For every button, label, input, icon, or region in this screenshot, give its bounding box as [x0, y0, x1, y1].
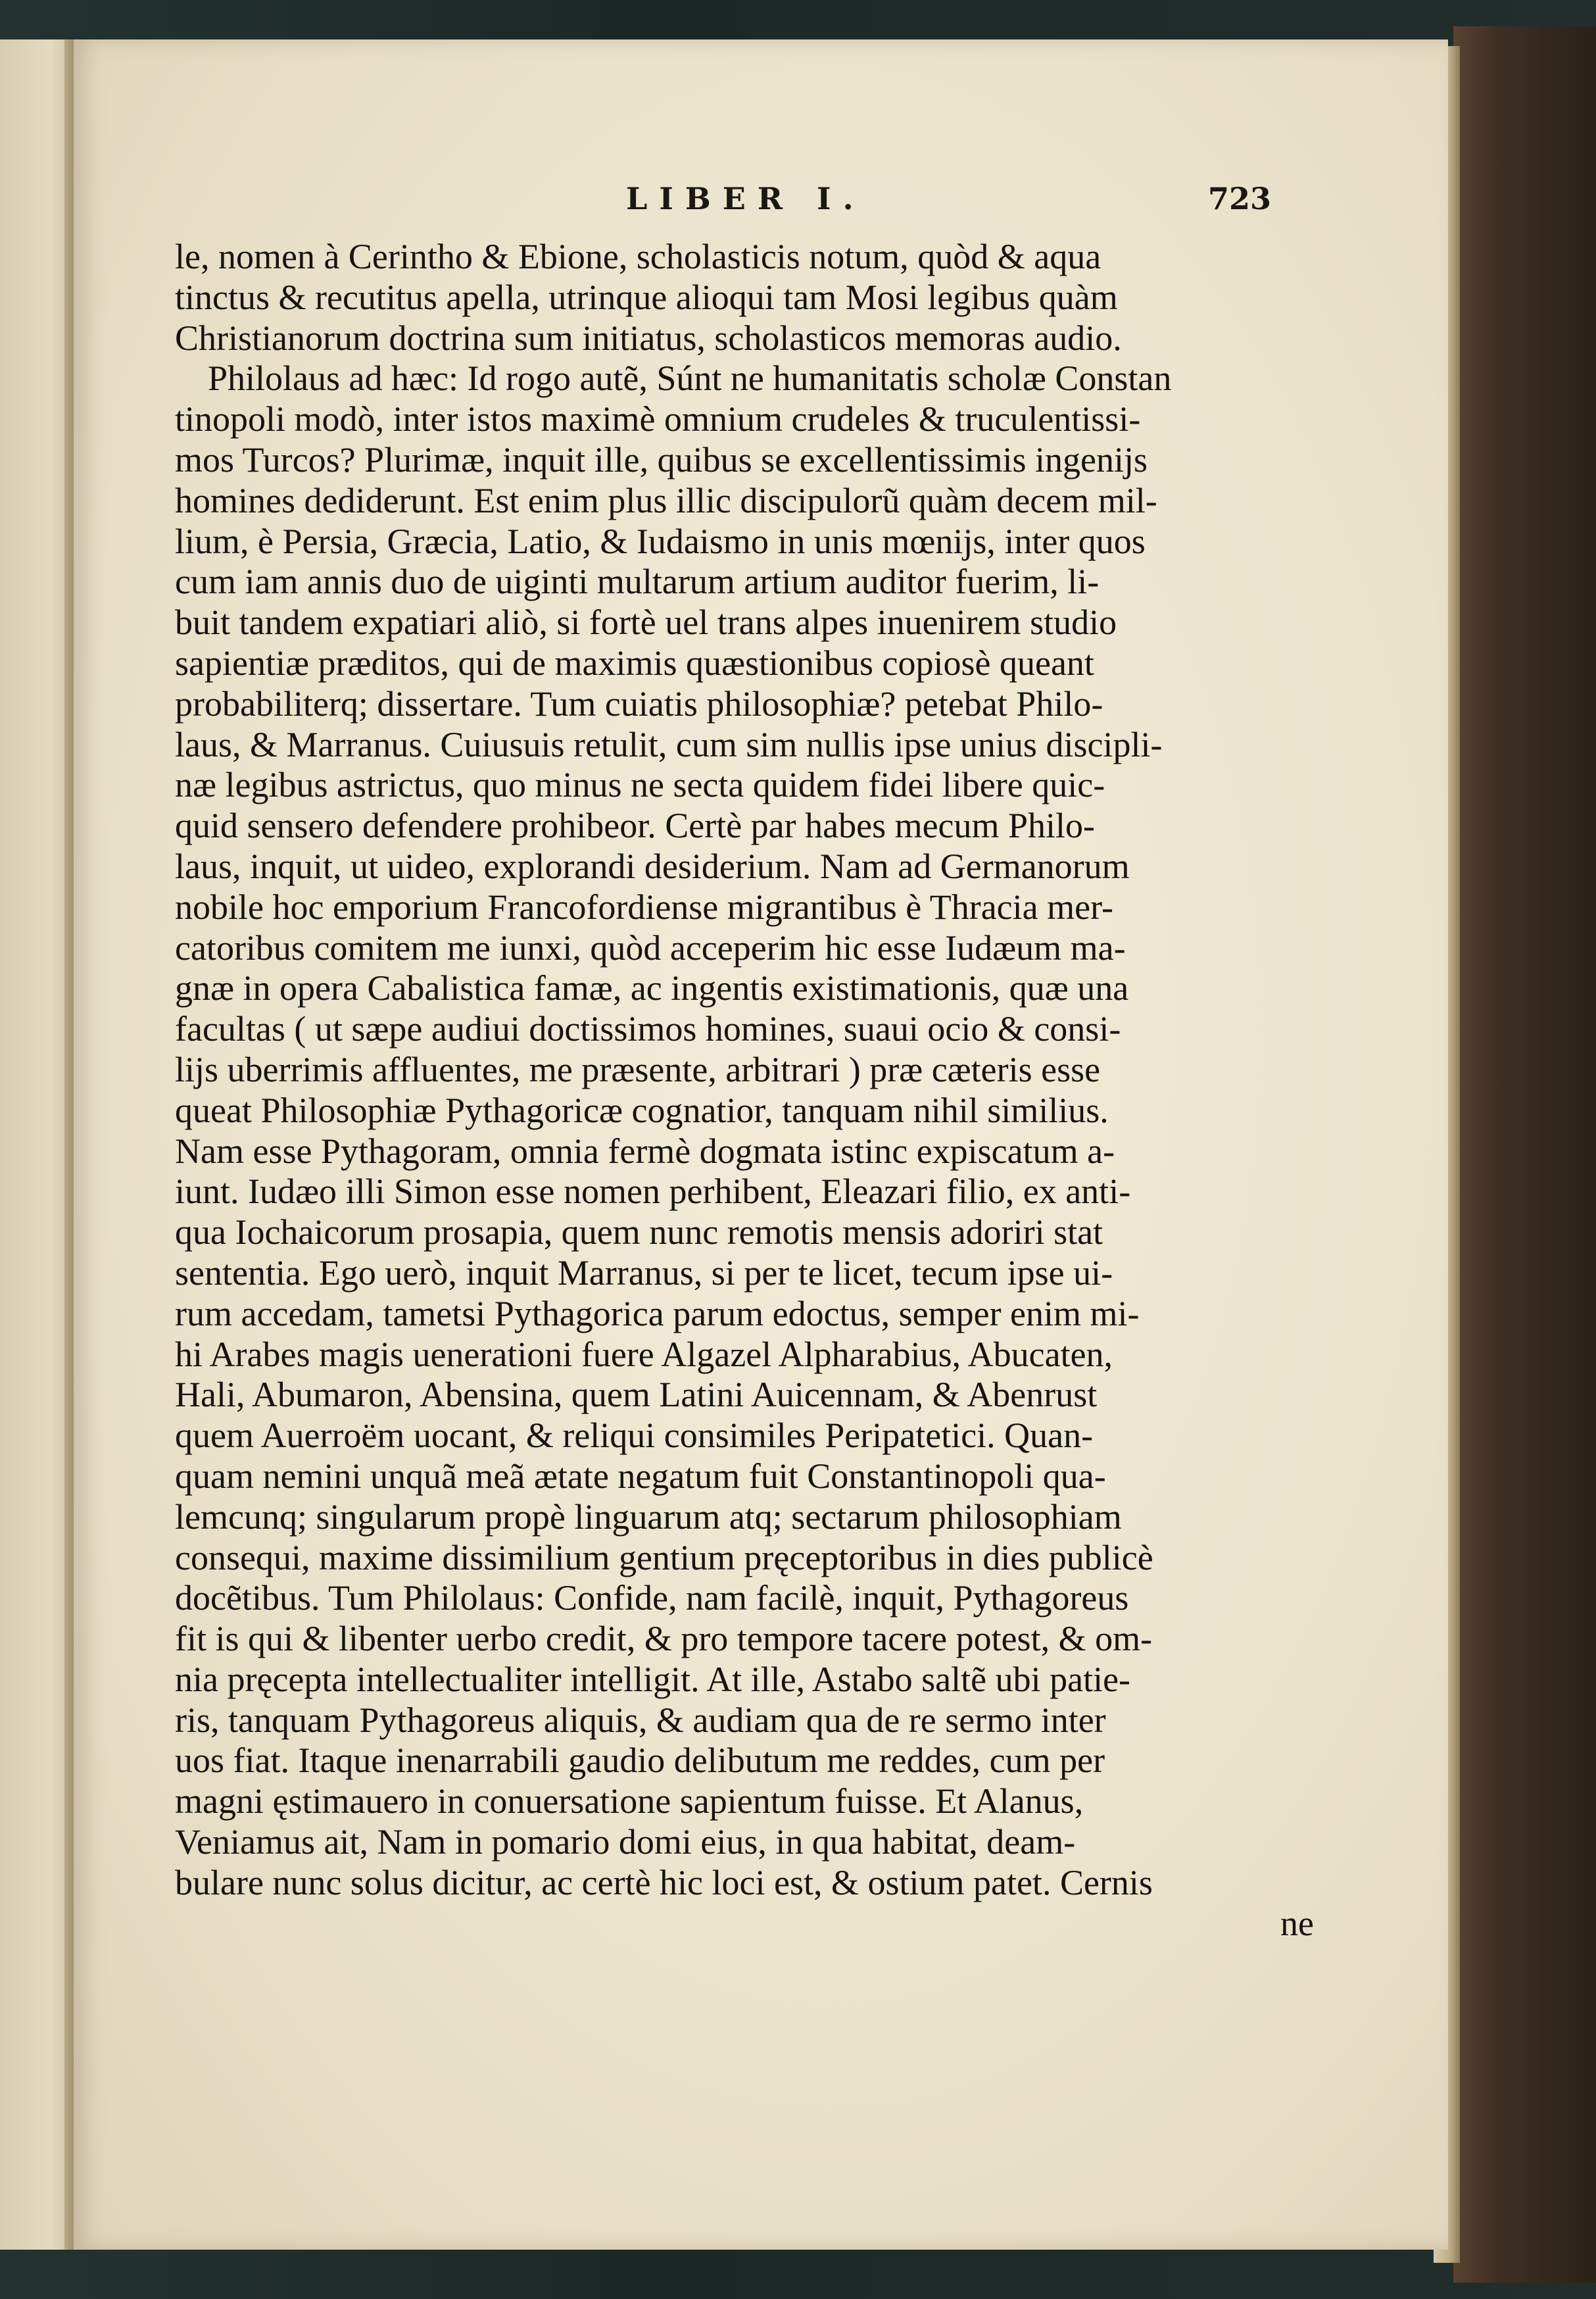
text-line: Nam esse Pythagoram, omnia fermè dogmata istinc expiscatum a-: [175, 1131, 1115, 1171]
text-line: næ legibus astrictus, quo minus ne secta quidem fidei libere quic-: [175, 765, 1105, 805]
page-number: 723: [1208, 181, 1272, 216]
text-line: laus, inquit, ut uideo, explorandi desiderium. Nam ad Germanorum: [175, 846, 1130, 886]
leather-binding: [1453, 26, 1596, 2283]
text-line: mos Turcos? Plurimæ, inquit ille, quibus se excellentissimis ingenijs: [175, 439, 1148, 480]
text-line: Philolaus ad hæc: Id rogo autẽ, Súnt ne humanitatis scholæ Constan: [208, 358, 1172, 399]
text-line: cum iam annis duo de uiginti multarum artium auditor fuerim, li-: [175, 562, 1100, 602]
text-line: tinopoli modò, inter istos maximè omnium crudeles & truculentissi-: [175, 399, 1141, 439]
gutter: [64, 39, 74, 2250]
text-line: quid sensero defendere prohibeor. Certè par habes mecum Philo-: [175, 806, 1096, 846]
text-line: lium, è Persia, Græcia, Latio, & Iudaismo in unis mœnijs, inter quos: [175, 521, 1146, 561]
text-line: homines dediderunt. Est enim plus illic discipulorũ quàm decem mil-: [175, 480, 1157, 520]
left-page-edge: [0, 39, 74, 2250]
text-line: sapientiæ præditos, qui de maximis quæstionibus copiosè queant: [175, 643, 1094, 683]
text-line: consequi, maxime dissimilium gentium pręceptoribus in dies publicè: [175, 1537, 1153, 1577]
text-line: magni ęstimauero in conuersatione sapientum fuisse. Et Alanus,: [175, 1781, 1084, 1821]
text-line: sententia. Ego uerò, inquit Marranus, si per te licet, tecum ipse ui-: [175, 1252, 1113, 1293]
running-title: LIBER I.: [626, 181, 865, 216]
text-line: catoribus comitem me iunxi, quòd acceperim hic esse Iudæum ma-: [175, 927, 1126, 968]
text-line: tinctus & recutitus apella, utrinque alioqui tam Mosi legibus quàm: [175, 277, 1118, 317]
text-line: nobile hoc emporium Francofordiense migrantibus è Thracia mer-: [175, 887, 1113, 927]
text-line: le, nomen à Cerintho & Ebione, scholasticis notum, quòd & aqua: [175, 237, 1101, 276]
text-line: quam nemini unquã meã ætate negatum fuit Constantinopoli qua-: [175, 1456, 1106, 1496]
text-line: facultas ( ut sæpe audiui doctissimos homines, suaui ocio & consi-: [175, 1009, 1121, 1049]
text-line: bulare nunc solus dicitur, ac certè hic loci est, & ostium patet. Cernis: [175, 1862, 1153, 1902]
text-line: queat Philosophiæ Pythagoricæ cognatior, tanquam nihil similius.: [175, 1090, 1109, 1130]
body-text: [175, 237, 1319, 1944]
text-line: iunt. Iudæo illi Simon esse nomen perhibent, Eleazari filio, ex anti-: [175, 1172, 1131, 1212]
text-line: Hali, Abumaron, Abensina, quem Latini Auicennam, & Abenrust: [175, 1375, 1098, 1415]
book-page: [74, 39, 1448, 2250]
page-header: [74, 181, 1448, 234]
text-line: lemcunq; singularum propè linguarum atq; sectarum philosophiam: [175, 1496, 1122, 1537]
text-line: quem Auerroëm uocant, & reliqui consimiles Peripatetici. Quan-: [175, 1416, 1094, 1456]
text-line: nia pręcepta intellectualiter intelligit. At ille, Astabo saltẽ ubi patie-: [175, 1659, 1131, 1699]
text-line: hi Arabes magis uenerationi fuere Algazel Alpharabius, Abucaten,: [175, 1334, 1113, 1374]
text-line: lijs uberrimis affluentes, me præsente, arbitrari ) præ cæteris esse: [175, 1049, 1101, 1089]
text-line: Christianorum doctrina sum initiatus, scholasticos memoras audio.: [175, 318, 1122, 358]
text-line: rum accedam, tametsi Pythagorica parum edoctus, semper enim mi-: [175, 1293, 1140, 1333]
catchword: ne: [1280, 1903, 1314, 1943]
text-line: qua Iochaicorum prosapia, quem nunc remotis mensis adoriri stat: [175, 1212, 1103, 1252]
text-line: buit tandem expatiari aliò, si fortè uel trans alpes inuenirem studio: [175, 603, 1117, 643]
text-line: Veniamus ait, Nam in pomario domi eius, in qua habitat, deam-: [175, 1822, 1076, 1862]
text-line: fit is qui & libenter uerbo credit, & pro tempore tacere potest, & om-: [175, 1619, 1153, 1659]
text-line: gnæ in opera Cabalistica famæ, ac ingentis existimationis, quæ una: [175, 968, 1129, 1008]
text-line: docẽtibus. Tum Philolaus: Confide, nam facilè, inquit, Pythagoreus: [175, 1578, 1129, 1618]
text-line: uos fiat. Itaque inenarrabili gaudio delibutum me reddes, cum per: [175, 1741, 1105, 1781]
text-line: probabiliterq; dissertare. Tum cuiatis philosophiæ? petebat Philo-: [175, 683, 1103, 724]
text-line: ris, tanquam Pythagoreus aliquis, & audiam qua de re sermo inter: [175, 1700, 1106, 1740]
text-line: laus, & Marranus. Cuiusuis retulit, cum sim nullis ipse unius discipli-: [175, 724, 1163, 764]
